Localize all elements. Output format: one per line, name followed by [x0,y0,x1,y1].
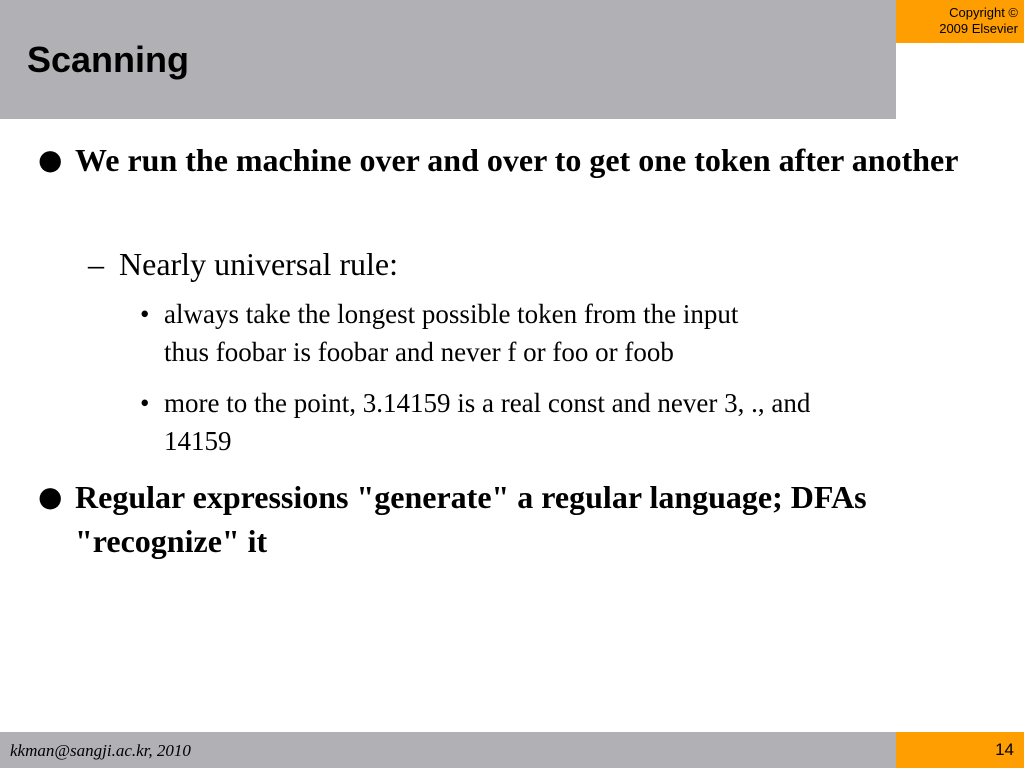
slide-title: Scanning [27,39,190,80]
sub-item-1-line-1: always take the longest possible token from the input [164,299,739,329]
copyright-line-1: Copyright © [949,5,1018,20]
dash-marker: – [88,246,104,282]
copyright-box [896,0,1024,43]
bullet-2 [40,475,980,563]
bullet-circle-icon: ● [38,480,63,513]
sub-item-2-line-1: more to the point, 3.14159 is a real const and never 3, ., and [164,388,811,418]
sub-item-1-line-2: thus foobar is foobar and never f or foo or foob [164,337,674,367]
sub-bullet-rule [88,244,968,284]
sub-bullet-rule-text: Nearly universal rule: [119,246,398,282]
sub-item-2-line-2: 14159 [164,426,232,456]
page-number: 14 [896,732,1024,768]
dot-marker: • [140,299,150,329]
bullet-1-text: We run the machine over and over to get one token after another [75,142,959,178]
bullet-circle-icon: ● [38,143,63,176]
copyright-line-2: 2009 Elsevier [939,21,1018,36]
footer-author: kkman@sangji.ac.kr, 2010 [10,741,191,760]
bullet-1 [40,138,980,182]
dot-marker: • [140,388,150,418]
sub-item-real-const [140,384,1000,460]
sub-item-longest-token [140,295,1000,371]
bullet-2-text: Regular expressions "generate" a regular language; DFAs "recognize" it [75,479,867,559]
